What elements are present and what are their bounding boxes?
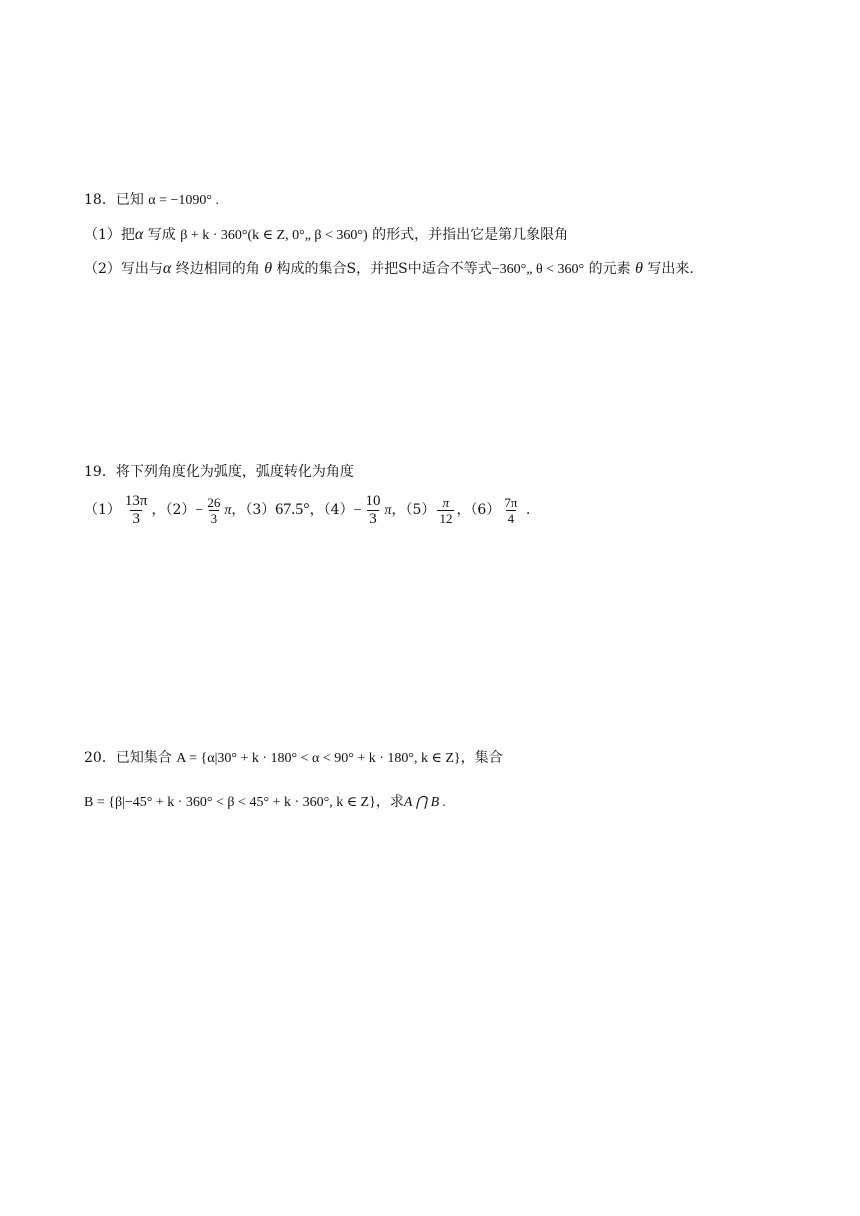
q18-p2-label: （2）写出与 <box>84 261 163 277</box>
fraction-denominator: 3 <box>369 510 377 527</box>
q20-set-a: A = {α|30° + k · 180° < α < 90° + k · 180°, k ∈ Z} <box>176 751 461 766</box>
q19-item-label: （2） <box>165 502 196 518</box>
fraction-denominator: 4 <box>507 510 515 526</box>
q19-item-sep: ， <box>309 502 324 518</box>
q19-items <box>84 488 530 533</box>
q19-item-label: （6） <box>470 502 501 518</box>
fraction-numerator: π <box>442 494 450 510</box>
q19-item-2 <box>165 494 246 526</box>
q19-fraction <box>364 493 383 528</box>
q18-part2 <box>84 259 694 280</box>
q20-ask: A ⋂ B . <box>403 795 447 810</box>
q18-p2-math: −360°„ θ < 360° <box>491 262 585 277</box>
q20-text-end: ，求 <box>375 794 404 810</box>
q20-line1 <box>84 748 503 769</box>
q19-fraction <box>205 495 222 526</box>
q19-stem: 19．将下列角度化为弧度，弧度转化为角度 <box>84 464 354 480</box>
q19-fraction <box>437 495 454 526</box>
q19-item-sep: ， <box>231 502 246 518</box>
q20-line2 <box>84 792 446 813</box>
fraction-numerator: 26 <box>207 494 221 510</box>
q19-item-suffix: π <box>384 503 392 518</box>
q19-item-sep: ， <box>391 502 406 518</box>
q18-p1-alpha: α <box>134 226 144 243</box>
q19-item-5 <box>405 494 471 526</box>
q19-item-value: 67.5° <box>275 501 310 518</box>
q18-p1-text-b: 的形式，并指出它是第几象限角 <box>367 227 569 243</box>
q18-p2-text-c: 的元素 <box>584 261 636 277</box>
q19-item-3 <box>245 502 323 518</box>
q19-item-prefix: − <box>353 503 362 518</box>
q18-p1-label: （1）把 <box>84 227 135 243</box>
q19-item-6 <box>470 494 531 526</box>
q19-item-label: （1） <box>84 502 121 518</box>
q18-p2-theta2: θ <box>635 260 643 277</box>
q19-item-label: （3） <box>245 502 276 518</box>
fraction-denominator: 12 <box>439 510 453 526</box>
q18-stem-math: α = −1090° . <box>148 193 220 208</box>
q18-p1-text-a: 写成 <box>143 227 181 243</box>
fraction-numerator: 7π <box>504 494 518 510</box>
q19-item-suffix: π <box>224 503 232 518</box>
q18-stem-prefix: 18．已知 <box>84 192 144 208</box>
q20-text-mid: ，集合 <box>460 750 503 766</box>
q19-item-sep: ， <box>151 502 166 518</box>
q18-stem <box>84 190 219 211</box>
q18-p2-theta: θ <box>264 260 273 277</box>
q19-fraction <box>123 493 150 528</box>
q18-p2-text-b: 构成的集合S，并把S中适合不等式 <box>272 261 492 277</box>
q18-p2-alpha: α <box>162 260 172 277</box>
q18-p2-text-d: 写出来. <box>642 261 694 277</box>
q18-p1-math: β + k · 360°(k ∈ Z, 0°„ β < 360°) <box>180 228 368 243</box>
q19-item-prefix: − <box>195 503 204 518</box>
q19-item-sep: ， <box>456 502 471 518</box>
q20-set-b: B = {β|−45° + k · 360° < β < 45° + k · 360°, k ∈ Z} <box>84 795 376 810</box>
q18-part1 <box>84 225 568 246</box>
q19-fraction <box>502 495 519 526</box>
fraction-numerator: 13π <box>124 492 148 509</box>
q19-item-sep: . <box>521 502 531 518</box>
q18-p2-text-a: 终边相同的角 <box>171 261 265 277</box>
q20-stem-prefix: 20．已知集合 <box>84 750 172 766</box>
fraction-denominator: 3 <box>210 510 218 526</box>
q19-item-4 <box>323 492 406 527</box>
q19-item-label: （5） <box>405 502 436 518</box>
fraction-numerator: 10 <box>365 492 381 509</box>
q19-item-label: （4） <box>323 502 354 518</box>
fraction-denominator: 3 <box>132 510 140 527</box>
